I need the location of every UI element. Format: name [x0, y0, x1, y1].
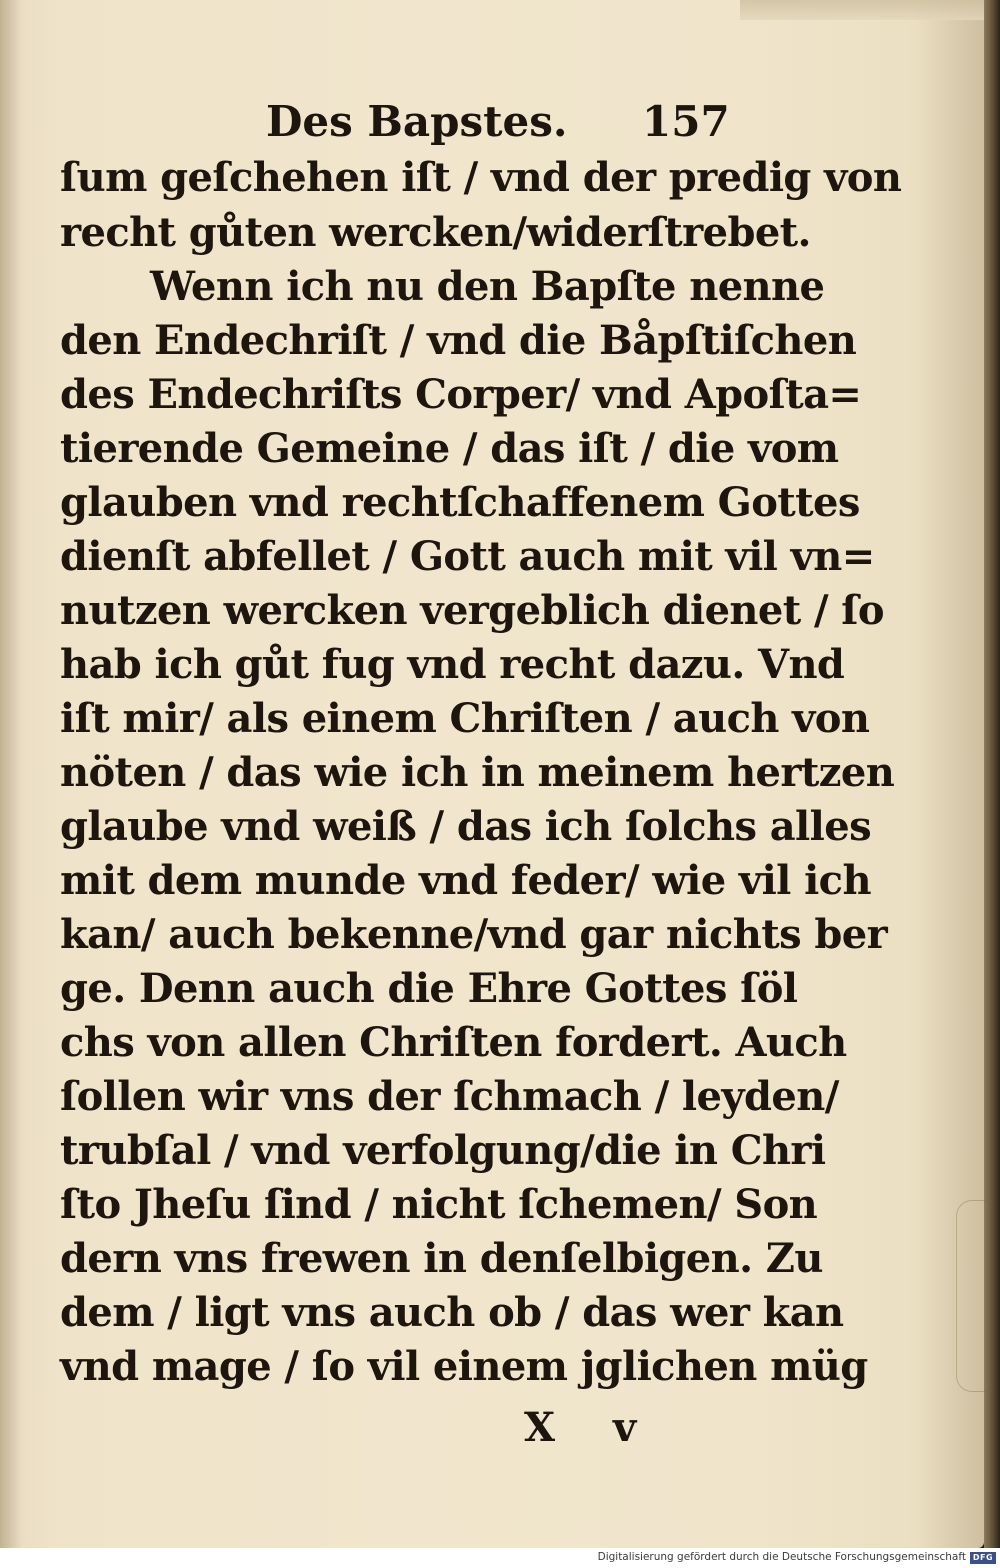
text-line: kan/ auch bekenne/vnd gar nichts ber: [60, 911, 888, 958]
text-line: ge. Denn auch die Ehre Gottes ſöl: [60, 965, 798, 1012]
digitization-footer: [0, 1548, 1000, 1568]
text-line: vnd mage / ſo vil einem jglichen müg: [60, 1343, 868, 1390]
text-line: dem / ligt vns auch ob / das wer kan: [60, 1289, 844, 1336]
text-line: ſum geſchehen iſt / vnd der predig von: [60, 154, 902, 201]
text-line: dern vns frewen in denſelbigen. Zu: [60, 1235, 823, 1282]
dfg-logo: DFG: [970, 1552, 996, 1564]
text-line: tierende Gemeine / das iſt / die vom: [60, 425, 839, 472]
text-line: den Endechriſt / vnd die Båpſtiſchen: [60, 317, 857, 364]
text-line: nöten / das wie ich in meinem hertzen: [60, 749, 895, 796]
text-line: dienſt abfellet / Gott auch mit vil vn=: [60, 533, 875, 580]
text-line: Wenn ich nu den Bapſte nenne: [150, 263, 825, 310]
running-head: Des Bapstes.: [266, 97, 568, 146]
text-line: ſollen wir vns der ſchmach / leyden/: [60, 1073, 839, 1120]
gutter-shadow: [0, 0, 22, 1548]
page-number: 157: [642, 97, 730, 146]
text-line: des Endechriſts Corper/ vnd Apoſta=: [60, 371, 862, 418]
signature-mark: X v: [524, 1404, 659, 1451]
text-line: ſto Jheſu ſind / nicht ſchemen/ Son: [60, 1181, 818, 1228]
text-line: trubſal / vnd verfolgung/die in Chri: [60, 1127, 826, 1174]
text-line: iſt mir/ als einem Chriſten / auch von: [60, 695, 870, 742]
page-edge-top: [740, 0, 1000, 20]
funding-credit: Digitalisierung gefördert durch die Deutsche Forschungsgemeinschaft: [597, 1551, 966, 1563]
text-line: nutzen wercken vergeblich dienet / ſo: [60, 587, 884, 634]
text-line: hab ich gůt fug vnd recht dazu. Vnd: [60, 641, 845, 688]
text-line: mit dem munde vnd feder/ wie vil ich: [60, 857, 871, 904]
text-line: glauben vnd rechtſchaffenem Gottes: [60, 479, 860, 526]
page-fold-mark: [956, 1200, 987, 1392]
text-line: glaube vnd weiß / das ich ſolchs alles: [60, 803, 871, 850]
text-line: recht gůten wercken/widerſtrebet.: [60, 209, 811, 256]
text-line: chs von allen Chriſten fordert. Auch: [60, 1019, 847, 1066]
